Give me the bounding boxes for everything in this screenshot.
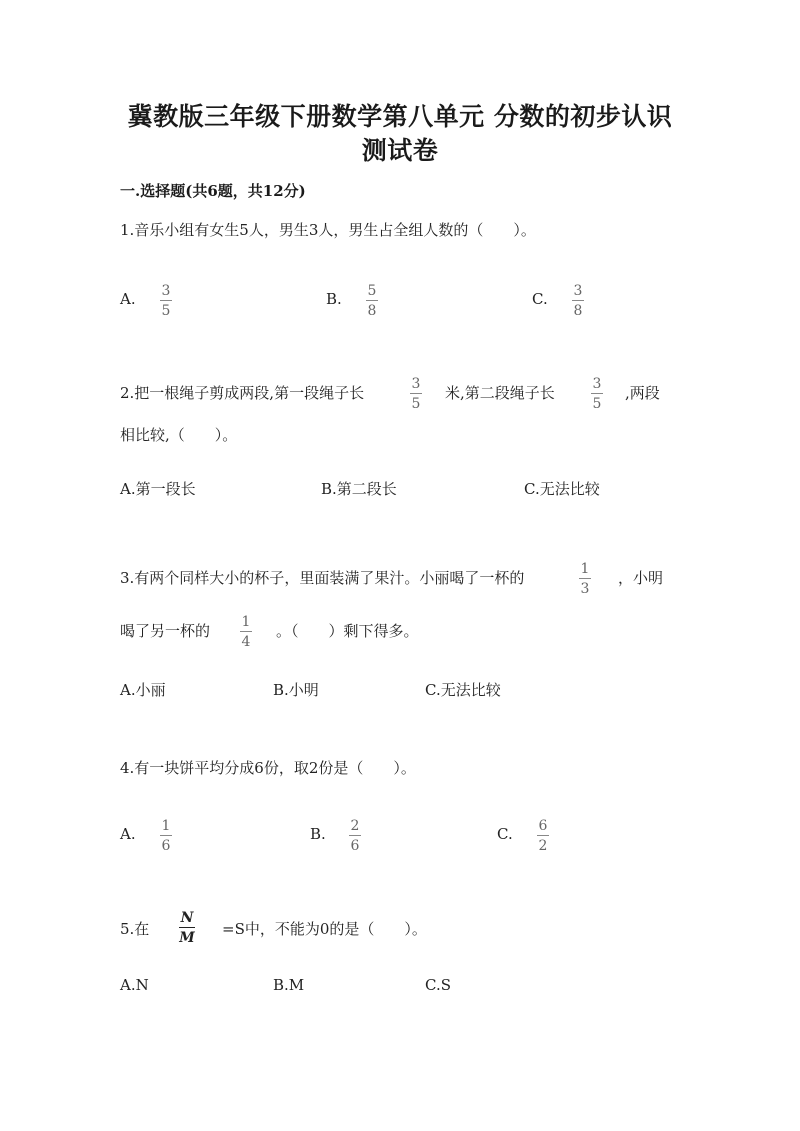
q1-option-a-fraction bbox=[160, 284, 172, 318]
q4-option-a-fraction bbox=[160, 819, 172, 853]
q1-option-b-label: B. bbox=[326, 290, 342, 308]
q2-option-c: C.无法比较 bbox=[524, 480, 600, 498]
denominator: 6 bbox=[350, 838, 360, 854]
question-2-line2: 相比较,（ ）。 bbox=[120, 426, 238, 444]
denominator: M bbox=[179, 930, 195, 946]
numerator: 1 bbox=[161, 818, 171, 834]
q3-fraction-1 bbox=[579, 562, 591, 596]
denominator: 8 bbox=[573, 303, 583, 319]
question-4-stem: 4.有一块饼平均分成6份，取2份是（ ）。 bbox=[120, 759, 416, 777]
q2-fraction-2 bbox=[591, 377, 603, 411]
q1-option-c-fraction bbox=[572, 284, 584, 318]
page-title-line2: 测试卷 bbox=[361, 136, 439, 165]
denominator: 5 bbox=[161, 303, 171, 319]
question-1-stem: 1.音乐小组有女生5人，男生3人，男生占全组人数的（ ）。 bbox=[120, 221, 536, 239]
denominator: 3 bbox=[580, 581, 590, 597]
q1-option-b-fraction bbox=[366, 284, 378, 318]
question-2-part2: 米,第二段绳子长 bbox=[445, 384, 555, 402]
numerator: 6 bbox=[538, 818, 548, 834]
denominator: 8 bbox=[367, 303, 377, 319]
q5-fraction-n-over-m bbox=[179, 911, 195, 945]
question-3-part4: 。（ ）剩下得多。 bbox=[276, 622, 419, 640]
question-2-part3: ,两段 bbox=[625, 384, 660, 402]
numerator: 5 bbox=[367, 283, 377, 299]
page-title-line1: 冀教版三年级下册数学第八单元 分数的初步认识 bbox=[127, 102, 673, 131]
q3-option-b: B.小明 bbox=[273, 681, 319, 699]
q2-option-a: A.第一段长 bbox=[120, 480, 196, 498]
denominator: 4 bbox=[241, 634, 251, 650]
q4-option-c-label: C. bbox=[497, 825, 513, 843]
numerator: 3 bbox=[592, 376, 602, 392]
q5-option-b: B.M bbox=[273, 976, 305, 994]
denominator: 5 bbox=[592, 396, 602, 412]
q4-option-a-label: A. bbox=[120, 825, 136, 843]
numerator: 3 bbox=[411, 376, 421, 392]
numerator: N bbox=[180, 910, 194, 926]
numerator: 1 bbox=[580, 561, 590, 577]
q1-option-c-label: C. bbox=[532, 290, 548, 308]
q2-option-b: B.第二段长 bbox=[321, 480, 397, 498]
numerator: 1 bbox=[241, 614, 251, 630]
q4-option-c-fraction bbox=[537, 819, 549, 853]
question-5-part1: 5.在 bbox=[120, 920, 150, 938]
denominator: 5 bbox=[411, 396, 421, 412]
question-5-part2: =S中，不能为0的是（ ）。 bbox=[222, 920, 427, 938]
section-heading: 一.选择题(共6题，共12分) bbox=[120, 182, 306, 200]
q5-option-c: C.S bbox=[425, 976, 451, 994]
q3-fraction-2 bbox=[240, 615, 252, 649]
q4-option-b-fraction bbox=[349, 819, 361, 853]
question-3-part3: 喝了另一杯的 bbox=[120, 622, 211, 640]
q3-option-a: A.小丽 bbox=[120, 681, 166, 699]
denominator: 2 bbox=[538, 838, 548, 854]
q2-fraction-1 bbox=[410, 377, 422, 411]
question-3-part2: ，小明 bbox=[618, 569, 664, 587]
question-2-part1: 2.把一根绳子剪成两段,第一段绳子长 bbox=[120, 384, 365, 402]
denominator: 6 bbox=[161, 838, 171, 854]
q1-option-a-label: A. bbox=[120, 290, 136, 308]
numerator: 3 bbox=[573, 283, 583, 299]
numerator: 2 bbox=[350, 818, 360, 834]
q5-option-a: A.N bbox=[120, 976, 149, 994]
question-3-part1: 3.有两个同样大小的杯子，里面装满了果汁。小丽喝了一杯的 bbox=[120, 569, 525, 587]
q3-option-c: C.无法比较 bbox=[425, 681, 501, 699]
numerator: 3 bbox=[161, 283, 171, 299]
q4-option-b-label: B. bbox=[310, 825, 326, 843]
